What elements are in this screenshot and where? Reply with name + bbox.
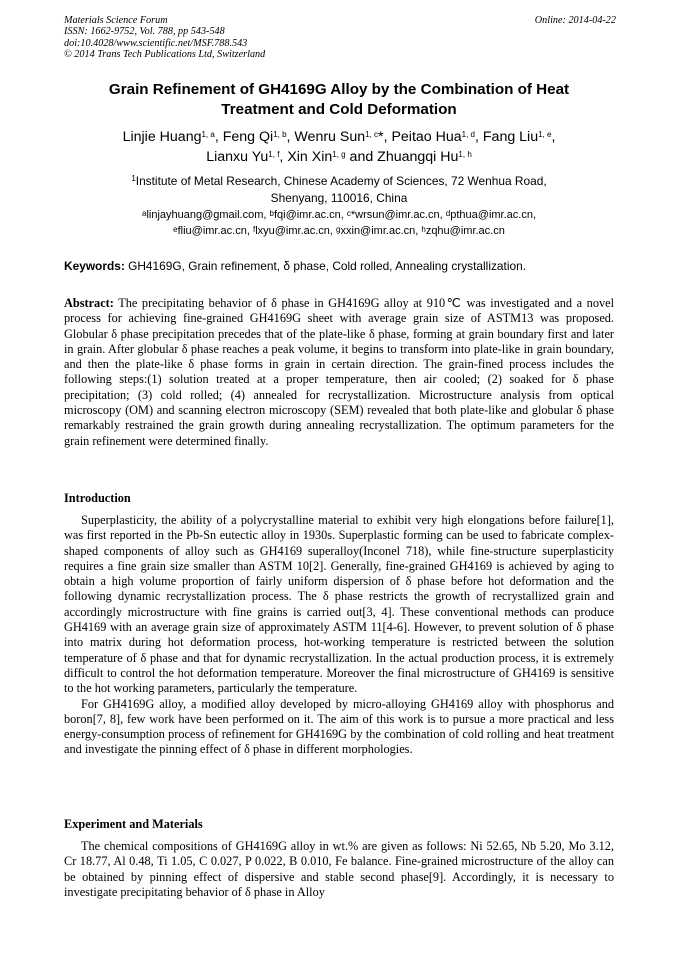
experiment-body bbox=[64, 839, 614, 900]
author-name: Feng Qi bbox=[222, 129, 274, 145]
journal-header bbox=[64, 15, 616, 61]
author-name: Wenru Sun bbox=[294, 129, 366, 145]
keywords-label: Keywords: bbox=[64, 259, 125, 273]
email-line-1 bbox=[64, 208, 614, 224]
email-list bbox=[64, 208, 614, 239]
introduction-body bbox=[64, 513, 614, 758]
email-address[interactable]: fqi@imr.ac.cn, bbox=[273, 209, 347, 221]
email-address[interactable]: fliu@imr.ac.cn, bbox=[177, 224, 253, 237]
email-address[interactable]: zqhu@imr.ac.cn bbox=[425, 224, 505, 237]
email-sup: h bbox=[421, 224, 426, 234]
email-address[interactable]: linjayhuang@gmail.com, bbox=[146, 209, 270, 221]
keywords-text: GH4169G, Grain refinement, δ phase, Cold rolled, Annealing crystallization. bbox=[124, 259, 526, 273]
author-name: Xin Xin bbox=[287, 149, 333, 165]
section-heading-introduction: Introduction bbox=[64, 491, 131, 505]
email-sup: b bbox=[269, 209, 274, 218]
author-name: Peitao Hua bbox=[391, 129, 462, 145]
section-heading-experiment: Experiment and Materials bbox=[64, 817, 203, 831]
author-affil: 1, a bbox=[201, 130, 215, 139]
experiment-paragraph-1: The chemical compositions of GH4169G alloy in wt.% are given as follows: Ni 52.65, Nb 5.20, Mo 3.12, Cr 18.77, Al 0.48, Ti 1.05, C 0.027, P 0.022, B 0.010, Fe balance. Fine-grained microstructure of the alloy can be obtained by pinning effect of dispersive and stable second phase[9]. Accordingly, it is necessary to investigate precipitating behavior of δ phase in Alloy bbox=[64, 839, 614, 899]
keywords bbox=[64, 259, 616, 274]
email-sup: e bbox=[173, 224, 178, 234]
author-list bbox=[64, 127, 614, 167]
email-sup: f bbox=[252, 224, 256, 234]
author-line-1 bbox=[64, 127, 614, 147]
author-affil: 1, e bbox=[538, 130, 552, 139]
affiliation-sup: 1 bbox=[131, 174, 136, 183]
author-affil: 1, g bbox=[332, 150, 346, 159]
author-affil: 1, b bbox=[273, 130, 287, 139]
title-line-1: Grain Refinement of GH4169G Alloy by the Combination of Heat bbox=[108, 81, 570, 98]
email-address[interactable]: xxin@imr.ac.cn, bbox=[340, 224, 422, 237]
introduction-paragraph-1: Superplasticity, the ability of a polycrystalline material to exhibit very high elongations before failure[1], was first reported in the Pb-Sn eutectic alloy in 1930s. Superplastic forming can be used to fabricate complex-shaped components of alloy such as GH4169 superalloy(Inconel 718), while fine-structure superplasticity requires a fine grain size smaller than ASTM 10[2]. Generally, fine-grained GH4169 is achieved by aging to obtain a high volume proportion of fairly uniform dispersion of δ phase before hot deformation and the following dynamic recrystallization process. The δ phase restricts the growth of recrystallized grain and accordingly microstructure with fine grains is carried out[3, 4]. These conventional methods can produce GH4169 with an average grain size of approximately ASTM 11[4-6]. However, to prevent solution of δ phase into matrix during hot deformation process, hot-working temperature is restricted between the solution temperature of δ phase and that for dynamic recrystallization. In the actual production process, it is extremely difficult to control the hot deformation temperature. Moreover the final microstructure of GH4169 is sensitive to the hot working parameters, particularly the temperature. bbox=[64, 513, 614, 696]
email-address[interactable]: lxyu@imr.ac.cn, bbox=[255, 224, 337, 237]
email-sup: a bbox=[141, 209, 147, 218]
email-line-2 bbox=[64, 224, 614, 240]
email-address[interactable]: pthua@imr.ac.cn, bbox=[450, 209, 537, 221]
affiliation-line-2: Shenyang, 110016, China bbox=[270, 190, 408, 205]
affiliation bbox=[64, 173, 614, 206]
email-sup: g bbox=[336, 224, 341, 234]
introduction-paragraph-2: For GH4169G alloy, a modified alloy developed by micro-alloying GH4169 alloy with phosphorus and boron[7, 8], few work have been performed on it. The aim of this work is to pursue a more practical and less energy-consumption process of refinement for GH4169G by the combination of cold rolling and heat treatment and investigate the pinning effect of δ phase in different morphologies. bbox=[64, 696, 614, 757]
abstract-label: Abstract: bbox=[64, 296, 114, 310]
author-sep: *, bbox=[378, 129, 392, 145]
paper-title bbox=[64, 80, 614, 119]
author-sep: , bbox=[475, 129, 483, 145]
author-sep: , bbox=[551, 129, 556, 145]
author-affil: 1, f bbox=[268, 150, 280, 159]
email-address[interactable]: *wrsun@imr.ac.cn, bbox=[350, 209, 446, 221]
author-sep: , bbox=[279, 149, 288, 165]
author-affil: 1, c bbox=[365, 130, 379, 139]
online-date: Online: 2014-04-22 bbox=[534, 15, 616, 26]
affiliation-line-1 bbox=[64, 173, 614, 190]
author-affil: 1, d bbox=[461, 130, 475, 139]
author-sep: and bbox=[345, 149, 378, 165]
affiliation-text: Institute of Metal Research, Chinese Academy of Sciences, 72 Wenhua Road, bbox=[135, 174, 547, 188]
doi-line[interactable]: doi:10.4028/www.scientific.net/MSF.788.543 bbox=[64, 37, 248, 49]
author-name: Fang Liu bbox=[482, 129, 539, 145]
copyright-line: © 2014 Trans Tech Publications Ltd, Switzerland bbox=[64, 49, 266, 61]
issn-line: ISSN: 1662-9752, Vol. 788, pp 543-548 bbox=[64, 26, 225, 38]
author-sep: , bbox=[214, 129, 223, 145]
abstract-text: The precipitating behavior of δ phase in GH4169G alloy at 910℃ was investigated and a novel process for achieving fine-grained GH4169G sheet with average grain size of ASTM13 was proposed. Globular δ phase precipitation precedes that of the plate-like δ phase, forming at grain boundary first and later in grain. After globular δ phase reaches a peak volume, it begins to transform into plate-like in grain boundary, and then the plate-like δ phase forms in grain in certain direction. The grain-fined process includes the following steps:(1) solution treated at a proper temperature, then air cooled; (2) soaked for δ phase precipitation; (3) cold rolled; (4) annealed for recrystallization. Microstructure analysis from optical microscopy (OM) and scanning electron microscopy (SEM) revealed that both plate-like and globular δ phase remarkably restrained the grain growth during annealing recrystallization. The optimum parameters for the grain refinement were determined finally. bbox=[64, 296, 614, 448]
author-name: Lianxu Yu bbox=[206, 149, 269, 165]
abstract bbox=[64, 296, 614, 449]
author-affil: 1, h bbox=[458, 150, 472, 159]
email-sup: c bbox=[346, 209, 351, 218]
title-line-2: Treatment and Cold Deformation bbox=[221, 100, 457, 118]
author-name: Linjie Huang bbox=[122, 129, 202, 145]
journal-name: Materials Science Forum bbox=[64, 15, 168, 26]
author-line-2 bbox=[64, 147, 614, 167]
author-sep: , bbox=[286, 129, 295, 145]
author-name: Zhuangqi Hu bbox=[377, 149, 459, 165]
email-sup: d bbox=[445, 209, 451, 218]
